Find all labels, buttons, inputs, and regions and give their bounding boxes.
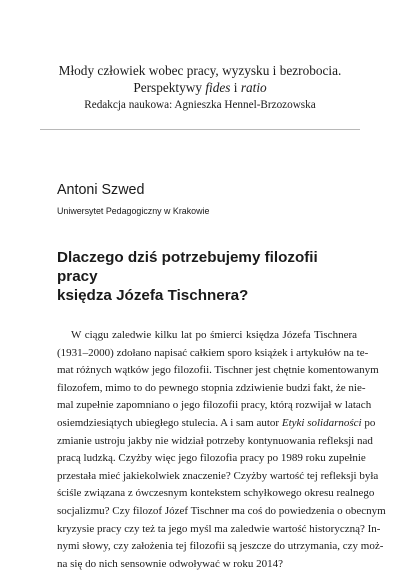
body-line: nymi słowy, czy założenia tej filozofii są jeszcze do utrzymania, czy moż- [57,540,384,553]
book-series-header [40,62,360,113]
author-name: Antoni Szwed [57,182,145,198]
series-title-line: Młody człowiek wobec pracy, wyzysku i bezrobocia. [58,63,342,78]
body-line: na się do nich sensownie odwoływać w roku 2014? [57,557,284,570]
body-line: kryzysie pracy czy też ta jego myśl ma zaledwie wartość historyczną? In- [57,522,381,535]
subtitle-prefix: Perspektywy [133,80,206,95]
body-line: mal zupełnie zapomniano o jego filozofii pracy, którą rozwijał w latach [57,399,372,412]
body-text-run: po [361,416,376,429]
series-subtitle-line [40,79,360,96]
editor-line: Redakcja naukowa: Agnieszka Hennel-Brzozowska [84,99,316,111]
header-rule [40,129,360,130]
title-line-1: Dlaczego dziś potrzebujemy filozofii pracy [57,249,318,285]
body-line [57,415,376,433]
body-line: socjalizmu? Czy filozof Józef Tischner ma coś do powiedzenia o obecnym [57,504,386,517]
author-affiliation: Uniwersytet Pedagogiczny w Krakowie [57,206,210,216]
body-paragraph [57,327,386,573]
subtitle-ratio: ratio [240,80,267,95]
book-title-etyki-solidarnosci: Etyki solidarności [281,416,362,429]
body-line: ściśle związana z ówczesnym kontekstem schyłkowego okresu realnego [57,487,375,500]
body-line: pracą ludzką. Czyżby więc jego filozofia pracy po 1989 roku zupełnie [57,452,366,465]
body-line: W ciągu zaledwie kilku lat po śmierci księdza Józefa Tischnera [71,329,357,341]
body-line: zmianie ustroju jakby nie widział potrzeby kontynuowania refleksji nad [57,434,373,447]
subtitle-conjunction: i [230,80,241,95]
article-title [57,248,357,305]
subtitle-fides: fides [205,80,231,95]
body-text-run: osiemdziesiątych ubiegłego stulecia. A i sam autor [57,416,282,429]
body-line: przestała mieć jakiekolwiek znaczenie? Czyżby wartość tej refleksji była [57,469,379,482]
title-line-2: księdza Józefa Tischnera? [57,287,249,304]
body-line: (1931–2000) zdołano napisać całkiem sporo książek i artykułów na te- [57,346,369,359]
body-line: mat różnych wątków jego filozofii. Tischner jest chętnie komentowanym [57,364,379,377]
body-line: filozofem, mimo to do pewnego stopnia zdziwienie budzi fakt, że nie- [57,381,366,394]
